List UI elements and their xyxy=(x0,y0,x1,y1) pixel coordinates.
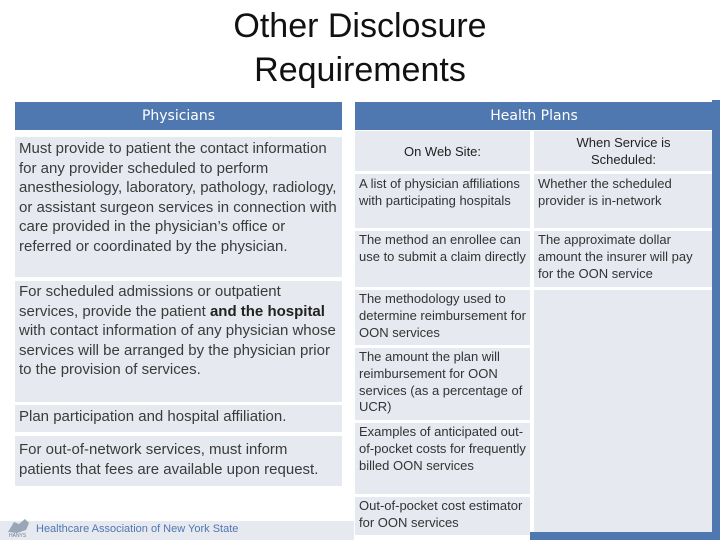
physicians-text-1: Must provide to patient the contact information for any provider scheduled to perform anesthesiology, laboratory, pathology, radiology, or assistant surgeon services in connection with care provided in the physician’s office or referred or coordinated by the physician. xyxy=(19,140,337,255)
hanys-logo-icon xyxy=(5,516,33,543)
scheduled-header-label: When Service is Scheduled: xyxy=(576,135,671,167)
physicians-text-2b: and the hospital xyxy=(209,302,325,320)
health-plans-header xyxy=(355,102,713,130)
scheduled-item-1 xyxy=(534,174,713,228)
web-site-item-4 xyxy=(355,348,530,420)
scheduled-item-2-text: The approximate dollar amount the insurer will pay for the OON service xyxy=(538,232,693,281)
slide-title xyxy=(0,4,720,92)
physicians-cell-2 xyxy=(15,281,342,402)
web-site-item-1 xyxy=(355,174,530,228)
physicians-header xyxy=(15,102,342,130)
physicians-cell-3 xyxy=(15,405,342,432)
physicians-text-2a: For scheduled admissions or outpatient services, provide the patient xyxy=(19,283,281,320)
physicians-text-2 xyxy=(19,281,338,380)
web-site-header xyxy=(355,131,530,171)
right-accent-bar xyxy=(712,100,720,540)
scheduled-empty-cell xyxy=(534,290,713,532)
web-site-item-4-text: The amount the plan will reimbursement for OON services (as a percentage of UCR) xyxy=(359,349,523,415)
web-site-item-1-text: A list of physician affiliations with participating hospitals xyxy=(359,176,520,208)
physicians-cell-4 xyxy=(15,436,342,486)
web-site-item-5-text: Examples of anticipated out-of-pocket costs for frequently billed OON services xyxy=(359,424,526,473)
bottom-accent-bar xyxy=(530,532,720,540)
web-site-header-label: On Web Site: xyxy=(403,143,482,159)
logo-text: HANYS xyxy=(9,533,27,538)
title-line-2: Requirements xyxy=(254,51,466,89)
physicians-text-2c: with contact information of any physician whose services will be arranged by the physician prior to the provision of services. xyxy=(19,322,336,378)
scheduled-item-2 xyxy=(534,231,713,287)
footer-org-name: Healthcare Association of New York State xyxy=(36,523,239,535)
web-site-item-3 xyxy=(355,290,530,345)
web-site-item-5 xyxy=(355,423,530,494)
health-plans-header-label: Health Plans xyxy=(490,108,578,124)
title-line-1: Other Disclosure xyxy=(233,7,487,45)
scheduled-header xyxy=(534,131,713,171)
web-site-item-6 xyxy=(355,497,530,535)
web-site-item-6-text: Out-of-pocket cost estimator for OON services xyxy=(359,498,523,530)
physicians-cell-1 xyxy=(15,137,342,277)
scheduled-item-1-text: Whether the scheduled provider is in-network xyxy=(538,176,672,208)
physicians-header-label: Physicians xyxy=(141,108,216,124)
physicians-text-3: Plan participation and hospital affiliation. xyxy=(19,408,287,425)
web-site-item-2 xyxy=(355,231,530,287)
physicians-text-4: For out-of-network services, must inform patients that fees are available upon request. xyxy=(19,441,319,478)
web-site-item-2-text: The method an enrollee can use to submit a claim directly xyxy=(359,232,526,264)
web-site-item-3-text: The methodology used to determine reimbursement for OON services xyxy=(359,291,526,340)
